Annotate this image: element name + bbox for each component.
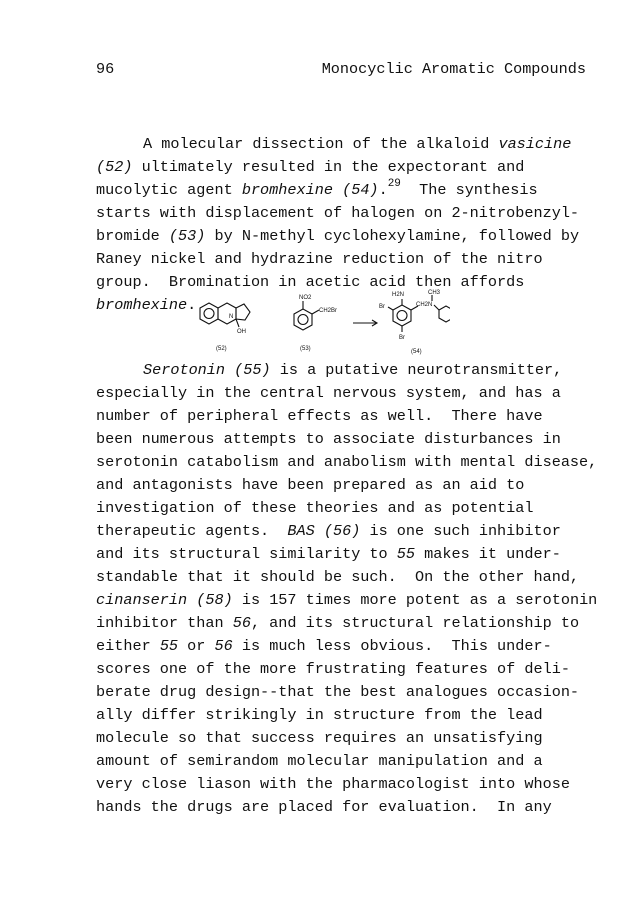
text-line: bromide (53) by N-methyl cyclohexylamine, followed by: [96, 227, 580, 245]
text-line: especially in the central nervous system, and has a: [96, 384, 561, 402]
text-line: inhibitor than 56, and its structural relationship to: [96, 614, 580, 632]
bromhexine-structure: [388, 295, 450, 332]
text-line: been numerous attempts to associate disturbances in: [96, 430, 561, 448]
ch2br-label: CH2Br: [319, 308, 338, 314]
text-line: Serotonin (55) is a putative neurotransmitter,: [143, 361, 563, 379]
text-line: (52) ultimately resulted in the expectorant and: [96, 158, 525, 176]
text-line: cinanserin (58) is 157 times more potent as a serotonin: [96, 591, 598, 609]
text-line: and antagonists have been prepared as an aid to: [96, 476, 525, 494]
ch3-label: CH3: [428, 290, 441, 296]
text-line: molecule so that success requires an unsatisfying: [96, 729, 543, 747]
reaction-arrow: [353, 320, 377, 326]
text-line: group. Bromination in acetic acid then affords: [96, 273, 525, 291]
vasicine-structure: [200, 303, 250, 327]
reaction-scheme-figure: [190, 286, 450, 358]
text-line: ally differ strikingly in structure from the lead: [96, 706, 543, 724]
compound-label-52: (52): [216, 346, 227, 352]
text-line: amount of semirandom molecular manipulation and a: [96, 752, 543, 770]
text-line: scores one of the more frustrating features of deli-: [96, 660, 570, 678]
text-line: A molecular dissection of the alkaloid vasicine: [143, 135, 572, 153]
text-line: starts with displacement of halogen on 2-nitrobenzyl-: [96, 204, 580, 222]
h2n-label: H2N: [392, 292, 405, 298]
text-line: Raney nickel and hydrazine reduction of the nitro: [96, 250, 543, 268]
nitrobenzyl-bromide-structure: [294, 301, 319, 330]
paragraph-serotonin: [96, 359, 616, 819]
compound-label-53: (53): [300, 346, 311, 352]
text-line: very close liason with the pharmacologist into whose: [96, 775, 570, 793]
compound-label-54: (54): [411, 349, 422, 355]
page-header: [96, 60, 586, 80]
text-line: investigation of these theories and as potential: [96, 499, 534, 517]
text-line: and its structural similarity to 55 makes it under-: [96, 545, 561, 563]
br-top-label: Br: [379, 304, 385, 310]
vasicine-oh-label: OH: [237, 329, 246, 335]
text-line: bromhexine.: [96, 296, 197, 314]
text-line: berate drug design--that the best analogues occasion-: [96, 683, 580, 701]
footnote-ref: 29: [387, 177, 401, 190]
ch2n-label: CH2N: [416, 302, 433, 308]
text-line: number of peripheral effects as well. There have: [96, 407, 543, 425]
no2-label: NO2: [299, 295, 312, 301]
page-number: 96: [96, 60, 115, 78]
text-line: mucolytic agent bromhexine (54).$^{29}$ The synthesis: [96, 177, 538, 199]
text-line: therapeutic agents. BAS (56) is one such inhibitor: [96, 522, 561, 540]
running-title: Monocyclic Aromatic Compounds: [321, 60, 586, 78]
br-bottom-label: Br: [399, 335, 405, 341]
text-line: serotonin catabolism and anabolism with mental disease,: [96, 453, 598, 471]
text-line: standable that it should be such. On the other hand,: [96, 568, 580, 586]
vasicine-n-label: N: [229, 314, 234, 320]
reaction-scheme-svg: [190, 286, 450, 358]
text-line: either 55 or 56 is much less obvious. This under-: [96, 637, 552, 655]
text-line: hands the drugs are placed for evaluation. In any: [96, 798, 552, 816]
